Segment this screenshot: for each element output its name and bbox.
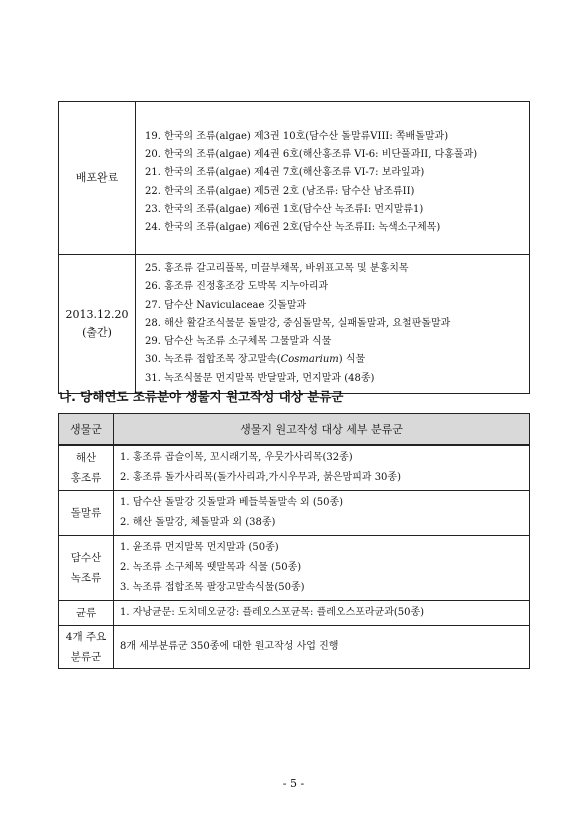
table-row [59, 626, 530, 669]
list-item: 24. 한국의 조류(algae) 제6권 2호(담수산 녹조류II: 녹색소구체목) [145, 221, 441, 233]
item-text: ) 식물 [338, 354, 366, 366]
publication-table [58, 101, 530, 394]
row-label: 배포완료 [59, 102, 136, 255]
group-label-line: 홍조류 [70, 472, 102, 484]
column-header: 생물군 [59, 414, 114, 446]
list-item: 28. 해산 활갈조식물문 돌말강, 중심돌말목, 실패돌말과, 요철판돌말과 [145, 317, 451, 329]
list-item: 1. 담수산 돌말강 깃돌말과 베들북돌말속 외 (50종) [120, 497, 344, 508]
table-row [59, 445, 530, 491]
list-item [145, 351, 521, 369]
genus-name: Cosmarium [280, 354, 339, 366]
list-item: 1. 홍조류 곱슬이목, 꼬시래기목, 우뭇가사리목(32종) [120, 452, 353, 463]
list-item: 23. 한국의 조류(algae) 제6권 1호(담수산 녹조류I: 먼지말류1) [145, 203, 424, 215]
publication-list [136, 255, 530, 394]
table-header-row [59, 414, 530, 446]
list-item: 29. 담수산 녹조류 소구체목 그물말과 식물 [145, 336, 332, 348]
table-row [59, 536, 530, 601]
list-item: 20. 한국의 조류(algae) 제4권 6호(해산홍조류 VI-6: 비단풀과II, 다홍풀과) [145, 149, 478, 161]
list-item: 22. 한국의 조류(algae) 제5권 2호 (남조류: 담수산 남조류II) [145, 185, 415, 197]
date-label: 2013.12.20 [65, 308, 129, 321]
list-item: 26. 홍조류 진정홍조강 도박목 지누아리과 [145, 281, 329, 293]
row-label [59, 255, 136, 394]
list-item: 25. 홍조류 갈고리풀목, 미끌부채목, 바위표고목 및 분홍치목 [145, 263, 409, 275]
table-row [59, 255, 530, 394]
group-label-line: 돌말류 [70, 507, 102, 519]
group-label [59, 626, 114, 669]
table-row [59, 601, 530, 626]
list-item: 21. 한국의 조류(algae) 제4권 7호(해산홍조류 VI-7: 보라잎과) [145, 167, 425, 179]
list-item: 8개 세부분류군 350종에 대한 원고작성 사업 진행 [120, 641, 339, 652]
group-label-line: 분류군 [70, 651, 102, 663]
group-label [59, 536, 114, 601]
taxa-list [114, 491, 530, 536]
list-item: 2. 녹조류 소구체목 뗏말목과 식물 (50종) [120, 562, 302, 573]
group-label [59, 445, 114, 491]
taxa-list [114, 536, 530, 601]
table-row [59, 491, 530, 536]
list-item: 2. 해산 돌말강, 체돌말과 외 (38종) [120, 517, 276, 528]
group-label-line: 4개 주요 [65, 631, 107, 643]
date-note: (출간) [82, 326, 112, 339]
group-label-line: 균류 [75, 607, 97, 619]
group-label-line: 담수산 [70, 552, 102, 564]
group-label-line: 녹조류 [70, 572, 102, 584]
taxa-list [114, 626, 530, 669]
list-item: 27. 담수산 Naviculaceae 깃돌말과 [145, 299, 307, 311]
list-item: 31. 녹조식물문 먼지말목 반달말과, 먼지말과 (48종) [145, 372, 375, 384]
group-label [59, 601, 114, 626]
list-item: 1. 윤조류 먼지말목 먼지말과 (50종) [120, 542, 279, 553]
taxa-list [114, 601, 530, 626]
taxa-table [58, 413, 530, 669]
list-item: 2. 홍조류 돌가사리목(돌가사리과,가시우무과, 붉은맘피과 30종) [120, 472, 401, 483]
table-row [59, 102, 530, 255]
list-item: 3. 녹조류 접합조목 팔장고말속식물(50종) [120, 582, 305, 593]
list-item: 1. 자낭균문: 도치데오균강: 플레오스포균목: 플레오스포라균과(50종) [120, 607, 425, 618]
list-item: 19. 한국의 조류(algae) 제3권 10호(담수산 돌말류VIII: 쪽배돌말과) [145, 130, 449, 142]
page-number: - 5 - [282, 777, 305, 790]
group-label [59, 491, 114, 536]
section-heading: 나. 당해연도 조류분야 생물지 원고작성 대상 분류군 [59, 389, 344, 404]
item-text: 30. 녹조류 접합조목 장고말속( [145, 354, 281, 366]
group-label-line: 해산 [75, 452, 97, 464]
taxa-list [114, 445, 530, 491]
column-header: 생물지 원고작성 대상 세부 분류군 [114, 414, 530, 446]
publication-list [136, 102, 530, 255]
